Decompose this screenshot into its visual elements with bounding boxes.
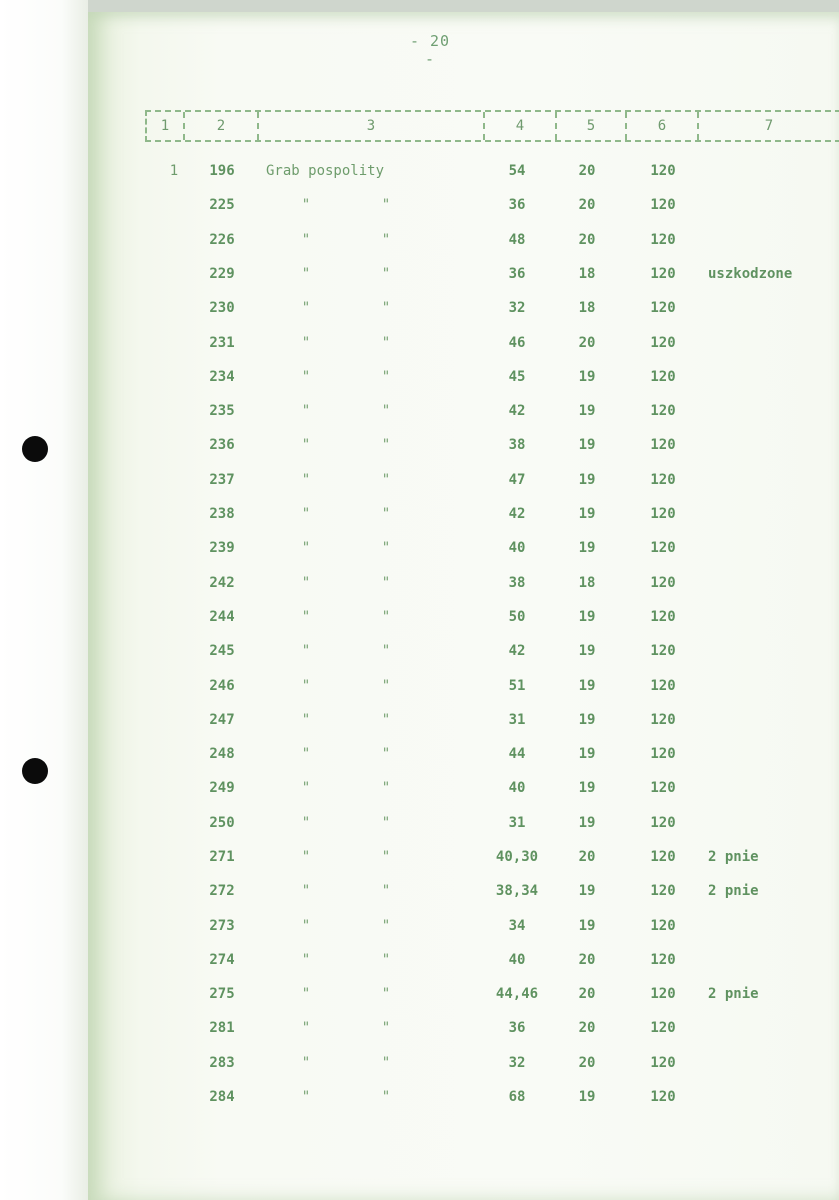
- row-col-6: 120: [650, 266, 676, 282]
- row-col-5: 20: [578, 163, 596, 179]
- row-ditto-mark-2: ": [381, 437, 391, 453]
- row-col-5: 19: [578, 780, 596, 796]
- row-number: 284: [209, 1089, 235, 1105]
- row-ditto-mark-1: ": [301, 815, 311, 831]
- row-number: 196: [209, 163, 235, 179]
- row-col-5: 19: [578, 643, 596, 659]
- row-ditto-mark-1: ": [301, 197, 311, 213]
- row-ditto-mark-2: ": [381, 815, 391, 831]
- row-ditto-mark-2: ": [381, 232, 391, 248]
- table-row: [0, 606, 839, 628]
- row-col-6: 120: [650, 678, 676, 694]
- row-col-4: 32: [508, 300, 526, 316]
- row-col-5: 20: [578, 232, 596, 248]
- row-col-6: 120: [650, 780, 676, 796]
- table-row: [0, 503, 839, 525]
- row-col-4: 36: [508, 266, 526, 282]
- row-number: 271: [209, 849, 235, 865]
- row-col-4: 31: [508, 712, 526, 728]
- row-col-6: 120: [650, 883, 676, 899]
- page-number: - 20 -: [409, 32, 451, 68]
- table-row: [0, 675, 839, 697]
- row-col-6: 120: [650, 746, 676, 762]
- row-ditto-mark-1: ": [301, 335, 311, 351]
- row-ditto-mark-1: ": [301, 1089, 311, 1105]
- row-number: 226: [209, 232, 235, 248]
- table-row: [0, 983, 839, 1005]
- row-col-4: 34: [508, 918, 526, 934]
- row-col-5: 19: [578, 815, 596, 831]
- row-ditto-mark-2: ": [381, 918, 391, 934]
- row-remarks: 2 pnie: [708, 849, 759, 865]
- row-ditto-mark-2: ": [381, 643, 391, 659]
- row-ditto-mark-1: ": [301, 1020, 311, 1036]
- row-ditto-mark-2: ": [381, 300, 391, 316]
- row-col-5: 19: [578, 437, 596, 453]
- row-ditto-mark-2: ": [381, 266, 391, 282]
- row-col-6: 120: [650, 712, 676, 728]
- row-number: 283: [209, 1055, 235, 1071]
- row-col-6: 120: [650, 197, 676, 213]
- table-row: [0, 537, 839, 559]
- table-row: [0, 434, 839, 456]
- row-col-5: 19: [578, 883, 596, 899]
- row-col-5: 20: [578, 1055, 596, 1071]
- row-ditto-mark-2: ": [381, 575, 391, 591]
- row-col-4: 44: [508, 746, 526, 762]
- row-col-4: 51: [508, 678, 526, 694]
- table-row: [0, 400, 839, 422]
- table-row: [0, 880, 839, 902]
- row-col-4: 40: [508, 952, 526, 968]
- row-col-4: 42: [508, 643, 526, 659]
- row-number: 250: [209, 815, 235, 831]
- row-ditto-mark-1: ": [301, 300, 311, 316]
- row-col-4: 38: [508, 575, 526, 591]
- row-col-6: 120: [650, 506, 676, 522]
- row-ditto-mark-2: ": [381, 883, 391, 899]
- row-col-5: 20: [578, 986, 596, 1002]
- row-ditto-mark-2: ": [381, 197, 391, 213]
- row-number: 238: [209, 506, 235, 522]
- row-col-6: 120: [650, 1055, 676, 1071]
- row-col-6: 120: [650, 369, 676, 385]
- table-row: [0, 1017, 839, 1039]
- row-col-6: 120: [650, 540, 676, 556]
- row-col-6: 120: [650, 1020, 676, 1036]
- row-number: 248: [209, 746, 235, 762]
- table-row: [0, 1052, 839, 1074]
- row-number: 239: [209, 540, 235, 556]
- row-col-4: 40: [508, 780, 526, 796]
- row-number: 245: [209, 643, 235, 659]
- row-number: 225: [209, 197, 235, 213]
- header-cell-1: 1: [147, 112, 185, 140]
- row-col-5: 19: [578, 712, 596, 728]
- row-number: 247: [209, 712, 235, 728]
- row-col-6: 120: [650, 437, 676, 453]
- row-col-4: 32: [508, 1055, 526, 1071]
- row-ditto-mark-1: ": [301, 1055, 311, 1071]
- row-ditto-mark-1: ": [301, 883, 311, 899]
- row-ditto-mark-1: ": [301, 266, 311, 282]
- table-row: [0, 297, 839, 319]
- row-col-5: 19: [578, 746, 596, 762]
- table-row: [0, 194, 839, 216]
- row-col-5: 20: [578, 849, 596, 865]
- table-row: [0, 846, 839, 868]
- header-cell-2: 2: [185, 112, 259, 140]
- row-col-6: 120: [650, 815, 676, 831]
- row-remarks: uszkodzone: [708, 266, 793, 282]
- row-number: 229: [209, 266, 235, 282]
- row-ditto-mark-2: ": [381, 712, 391, 728]
- table-row: [0, 469, 839, 491]
- row-ditto-mark-2: ": [381, 369, 391, 385]
- row-col-5: 19: [578, 1089, 596, 1105]
- row-ditto-mark-2: ": [381, 335, 391, 351]
- row-col-6: 120: [650, 986, 676, 1002]
- row-col-6: 120: [650, 403, 676, 419]
- row-ditto-mark-1: ": [301, 575, 311, 591]
- row-col-4: 36: [508, 1020, 526, 1036]
- row-number: 231: [209, 335, 235, 351]
- row-ditto-mark-2: ": [381, 746, 391, 762]
- row-ditto-mark-1: ": [301, 746, 311, 762]
- row-ditto-mark-2: ": [381, 678, 391, 694]
- row-ditto-mark-1: ": [301, 506, 311, 522]
- header-cell-3: 3: [259, 112, 485, 140]
- row-ditto-mark-1: ": [301, 232, 311, 248]
- table-row: [0, 1086, 839, 1108]
- row-ditto-mark-2: ": [381, 952, 391, 968]
- row-col-4: 46: [508, 335, 526, 351]
- table-row: [0, 777, 839, 799]
- row-col-6: 120: [650, 472, 676, 488]
- row-col-4: 45: [508, 369, 526, 385]
- row-col-4: 42: [508, 506, 526, 522]
- row-col-5: 20: [578, 197, 596, 213]
- row-ditto-mark-2: ": [381, 540, 391, 556]
- row-ditto-mark-1: ": [301, 643, 311, 659]
- table-row: [0, 332, 839, 354]
- row-ditto-mark-1: ": [301, 986, 311, 1002]
- row-col-6: 120: [650, 849, 676, 865]
- row-col-6: 120: [650, 918, 676, 934]
- row-col-5: 19: [578, 678, 596, 694]
- row-col-4: 54: [508, 163, 526, 179]
- row-number: 242: [209, 575, 235, 591]
- table-row: [0, 743, 839, 765]
- row-number: 273: [209, 918, 235, 934]
- row-number: 234: [209, 369, 235, 385]
- row-col-5: 20: [578, 1020, 596, 1036]
- row-number: 246: [209, 678, 235, 694]
- row-col-6: 120: [650, 335, 676, 351]
- row-species-name: Grab pospolity: [266, 163, 385, 179]
- row-col-5: 19: [578, 540, 596, 556]
- row-col-5: 18: [578, 300, 596, 316]
- row-ditto-mark-1: ": [301, 849, 311, 865]
- row-ditto-mark-2: ": [381, 1020, 391, 1036]
- row-col-4: 50: [508, 609, 526, 625]
- row-number: 230: [209, 300, 235, 316]
- row-col-6: 120: [650, 1089, 676, 1105]
- table-row: [0, 949, 839, 971]
- row-col-4: 68: [508, 1089, 526, 1105]
- row-ditto-mark-1: ": [301, 403, 311, 419]
- row-ditto-mark-2: ": [381, 780, 391, 796]
- row-col-4: 48: [508, 232, 526, 248]
- row-lp: 1: [169, 163, 179, 179]
- row-col-5: 19: [578, 403, 596, 419]
- row-col-4: 40: [508, 540, 526, 556]
- row-col-6: 120: [650, 300, 676, 316]
- row-number: 281: [209, 1020, 235, 1036]
- row-col-5: 19: [578, 918, 596, 934]
- row-ditto-mark-2: ": [381, 403, 391, 419]
- row-remarks: 2 pnie: [708, 986, 759, 1002]
- row-number: 244: [209, 609, 235, 625]
- row-ditto-mark-1: ": [301, 780, 311, 796]
- row-ditto-mark-1: ": [301, 678, 311, 694]
- row-number: 237: [209, 472, 235, 488]
- table-row: [0, 640, 839, 662]
- row-col-5: 20: [578, 335, 596, 351]
- row-number: 249: [209, 780, 235, 796]
- row-col-5: 19: [578, 472, 596, 488]
- row-col-5: 18: [578, 266, 596, 282]
- row-col-6: 120: [650, 952, 676, 968]
- row-col-5: 20: [578, 952, 596, 968]
- row-col-5: 18: [578, 575, 596, 591]
- row-number: 236: [209, 437, 235, 453]
- row-ditto-mark-1: ": [301, 472, 311, 488]
- row-col-6: 120: [650, 163, 676, 179]
- header-cell-6: 6: [627, 112, 699, 140]
- row-ditto-mark-2: ": [381, 849, 391, 865]
- row-col-4: 42: [508, 403, 526, 419]
- row-ditto-mark-1: ": [301, 540, 311, 556]
- row-ditto-mark-2: ": [381, 472, 391, 488]
- row-ditto-mark-2: ": [381, 609, 391, 625]
- header-cell-5: 5: [557, 112, 627, 140]
- row-number: 274: [209, 952, 235, 968]
- row-col-4: 40,30: [495, 849, 539, 865]
- row-ditto-mark-2: ": [381, 506, 391, 522]
- row-col-4: 38,34: [495, 883, 539, 899]
- table-row: [0, 915, 839, 937]
- table-row: [0, 263, 839, 285]
- header-cell-7: 7: [764, 118, 774, 134]
- row-ditto-mark-1: ": [301, 609, 311, 625]
- row-ditto-mark-2: ": [381, 1055, 391, 1071]
- table-row: [0, 366, 839, 388]
- row-remarks: 2 pnie: [708, 883, 759, 899]
- table-row: [0, 229, 839, 251]
- row-col-4: 38: [508, 437, 526, 453]
- row-col-4: 31: [508, 815, 526, 831]
- header-cell-4: 4: [485, 112, 557, 140]
- row-ditto-mark-1: ": [301, 918, 311, 934]
- row-ditto-mark-2: ": [381, 1089, 391, 1105]
- table-row: [0, 160, 839, 182]
- row-ditto-mark-2: ": [381, 986, 391, 1002]
- row-ditto-mark-1: ": [301, 712, 311, 728]
- row-number: 275: [209, 986, 235, 1002]
- row-col-4: 44,46: [495, 986, 539, 1002]
- row-number: 272: [209, 883, 235, 899]
- row-col-4: 47: [508, 472, 526, 488]
- table-row: [0, 572, 839, 594]
- row-col-6: 120: [650, 575, 676, 591]
- row-col-5: 19: [578, 369, 596, 385]
- row-col-5: 19: [578, 506, 596, 522]
- row-number: 235: [209, 403, 235, 419]
- row-col-4: 36: [508, 197, 526, 213]
- row-ditto-mark-1: ": [301, 369, 311, 385]
- row-col-6: 120: [650, 643, 676, 659]
- row-col-6: 120: [650, 609, 676, 625]
- table-row: [0, 709, 839, 731]
- row-ditto-mark-1: ": [301, 952, 311, 968]
- table-row: [0, 812, 839, 834]
- row-col-6: 120: [650, 232, 676, 248]
- row-col-5: 19: [578, 609, 596, 625]
- row-ditto-mark-1: ": [301, 437, 311, 453]
